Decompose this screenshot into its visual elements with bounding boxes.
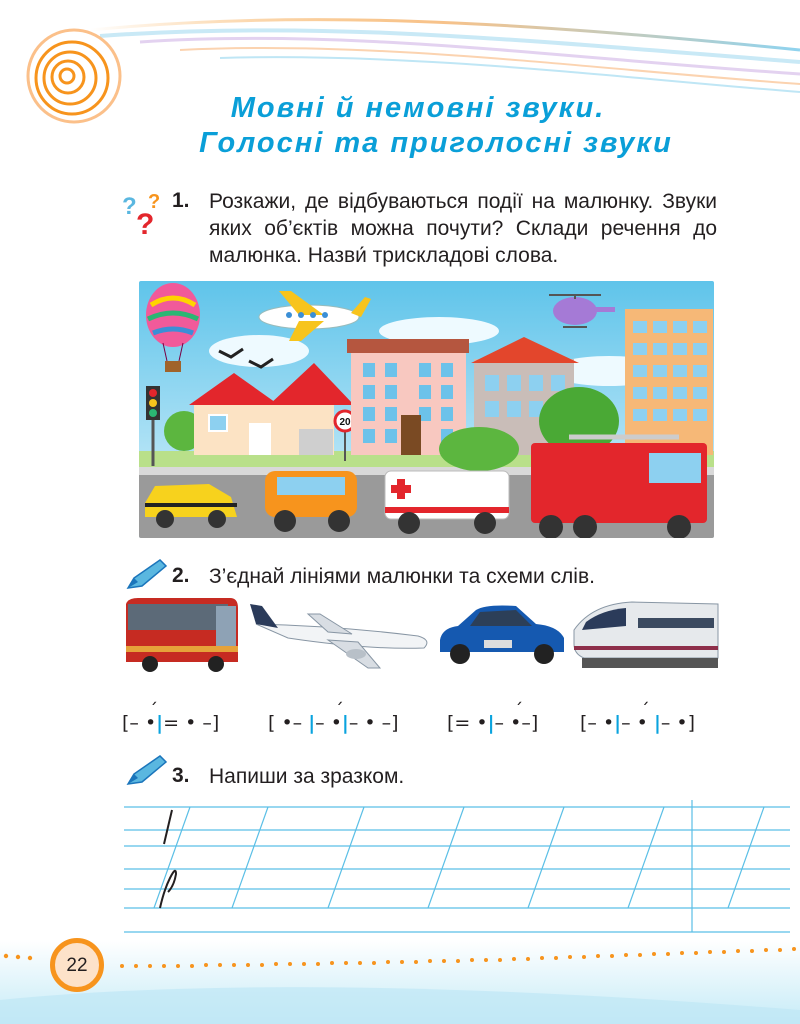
bus-image <box>124 596 242 672</box>
task-3-text: Напиши за зразком. <box>209 765 405 788</box>
page-number: 22 <box>66 955 88 976</box>
speed-sign-text: 20 <box>339 417 351 428</box>
svg-text:?: ? <box>122 193 137 220</box>
pen-icon <box>124 556 168 592</box>
svg-text:?: ? <box>148 191 161 213</box>
airplane-image <box>248 596 434 672</box>
svg-text:?: ? <box>136 208 155 236</box>
word-scheme-4: [– •|– • ´ |– •] <box>580 712 695 734</box>
question-marks-icon <box>122 190 168 236</box>
word-scheme-1: [– • ´|= • –] <box>122 712 219 734</box>
task-1-text: Розкажи, де відбуваються події на малюнку. Звуки яких об’єктів можна почути? Склади речення до малюнка. Назви́ трискладові слова. <box>209 190 717 267</box>
word-scheme-2: [ •– |– • ´|– • –] <box>268 712 399 734</box>
handwriting-practice-grid <box>124 800 790 940</box>
train-image <box>572 596 720 672</box>
task-2-number: 2. <box>172 564 190 587</box>
tall-building <box>625 309 713 455</box>
page-title-line-1: Мовні й немовні звуки. <box>230 92 606 124</box>
page-title-line-2: Голосні та приголосні звуки <box>199 127 673 159</box>
city-scene-illustration <box>139 281 714 538</box>
pen-icon <box>124 752 168 788</box>
task-3-number: 3. <box>172 764 190 787</box>
task-2-text: З’єднай лініями малюнки та схеми слів. <box>209 565 595 588</box>
handwriting-sample <box>160 810 176 908</box>
task-1-number: 1. <box>172 189 190 212</box>
car-image <box>436 596 568 672</box>
word-scheme-3: [= •|– • ´–] <box>447 712 538 734</box>
footer-decoration <box>0 930 800 1024</box>
fire-truck <box>531 437 707 538</box>
